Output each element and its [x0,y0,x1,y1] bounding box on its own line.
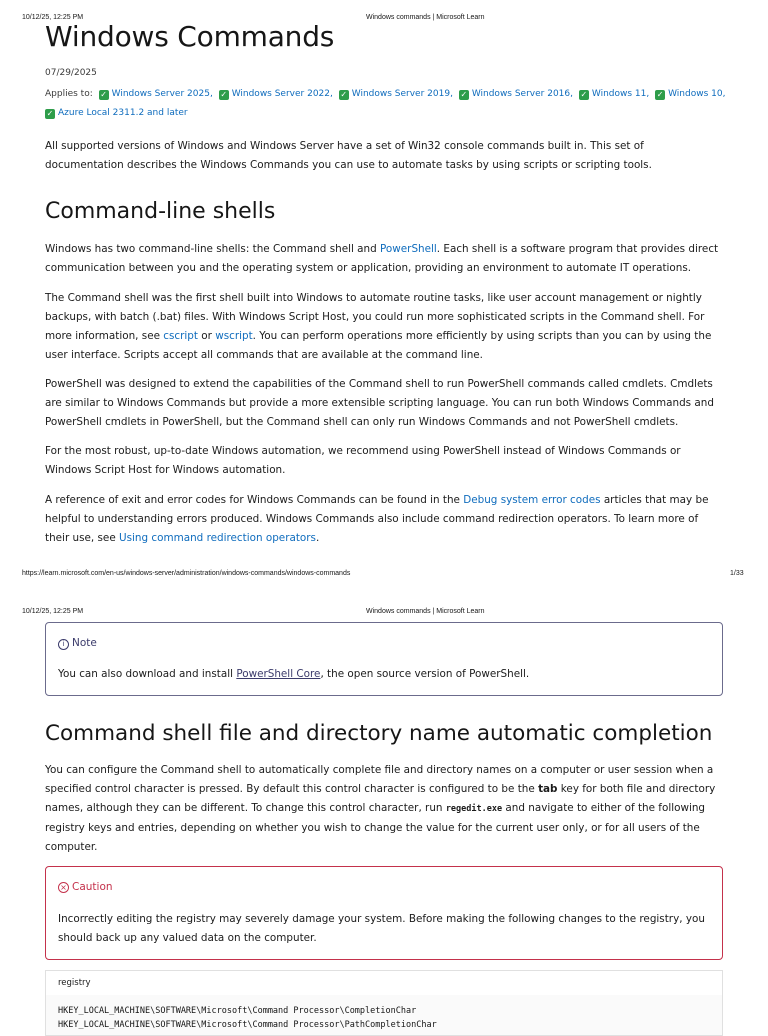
powershell-core-link[interactable]: PowerShell Core [236,668,321,680]
note-callout [45,622,723,696]
powershell-link[interactable]: PowerShell [380,243,437,255]
applies-link[interactable]: Windows Server 2022, [231,89,333,99]
applies-link[interactable]: Windows Server 2025, [111,89,213,99]
applies-link[interactable]: Azure Local 2311.2 and later [58,108,188,118]
code-line: HKEY_LOCAL_MACHINE\SOFTWARE\Microsoft\Command Processor\PathCompletionChar [58,1020,437,1030]
code-block [45,995,723,1036]
article-date: 07/29/2025 [45,68,97,78]
regedit-code: regedit.exe [445,804,503,814]
caution-text: Incorrectly editing the registry may severely damage your system. Before making the following changes to the registry, you should back up any valued data on the computer. [58,913,705,944]
check-icon: ✓ [460,90,468,99]
applies-link[interactable]: Windows Server 2016, [471,89,573,99]
section-heading-shells: Command-line shells [45,199,276,224]
check-icon: ✓ [100,90,107,99]
code-language-label: registry [58,978,91,988]
section-heading-completion: Command shell file and directory name automatic completion [45,721,713,746]
note-title-row: i Note [58,637,97,650]
check-icon: ✓ [656,90,664,99]
print-header-datetime: 10/12/25, 12:25 PM [22,14,84,21]
wscript-link[interactable]: wscript [215,330,253,342]
applies-label: Applies to: [45,89,93,99]
applies-link[interactable]: Windows Server 2019, [351,89,453,99]
print-header-title: Windows commands | Microsoft Learn [366,608,485,615]
code-block-header [45,970,723,996]
shells-paragraph-5: A reference of exit and error codes for Windows Commands can be found in the Debug system error codes articles that may be helpful to understanding errors produced. Windows Commands also include command redirection operators. To learn more of their use, see Using command redirection operators. [45,494,709,544]
code-line: HKEY_LOCAL_MACHINE\SOFTWARE\Microsoft\Command Processor\CompletionChar [58,1006,417,1016]
print-footer-url: https://learn.microsoft.com/en-us/windows-server/administration/windows-commands/windows-commands [22,570,351,577]
check-icon: ✓ [580,90,588,99]
caution-title-row: × Caution [58,881,113,893]
caution-callout [45,866,723,960]
note-text: You can also download and install PowerShell Core, the open source version of PowerShell. [58,668,530,680]
check-icon: ✓ [46,109,54,118]
applies-to-list [45,85,735,123]
debug-error-codes-link[interactable]: Debug system error codes [463,494,601,506]
shells-paragraph-1: Windows has two command-line shells: the Command shell and PowerShell. Each shell is a software program that provides direct communication between you and the operating system or application, providing an environment to automate IT operations. [45,243,719,274]
redirection-operators-link[interactable]: Using command redirection operators [119,532,316,544]
info-circle-icon: i [58,639,69,650]
applies-link[interactable]: Windows 11, [591,89,650,99]
intro-paragraph: All supported versions of Windows and Windows Server have a set of Win32 console commands built in. This set of documentation describes the Windows Commands you can use to automate tasks by using scripts or scripting tools. [45,140,652,171]
check-icon: ✓ [340,90,348,99]
shells-paragraph-2: The Command shell was the first shell built into Windows to automate routine tasks, like user account management or nightly backups, with batch (.bat) files. With Windows Script Host, you could run more sophisticated scripts in the Command shell. For more information, see cscript or wscript. You can perform operations more efficiently by using scripts than you can by using the user interface. Scripts accept all commands that are available at the command line. [45,292,712,361]
shells-paragraph-4: For the most robust, up-to-date Windows automation, we recommend using PowerShell instead of Windows Commands or Windows Script Host for Windows automation. [45,445,681,476]
print-footer-page: 1/33 [730,570,744,577]
print-header-title: Windows commands | Microsoft Learn [366,14,485,21]
tab-key-text: tab [538,783,558,795]
print-header-datetime: 10/12/25, 12:25 PM [22,608,84,615]
applies-link[interactable]: Windows 10, [668,89,726,99]
shells-paragraph-3: PowerShell was designed to extend the capabilities of the Command shell to run PowerShell commands called cmdlets. Cmdlets are similar to Windows Commands but provide a more extensible scripting language. You can run both Windows Commands and PowerShell cmdlets in PowerShell, but the Command shell can only run Windows Commands and not PowerShell cmdlets. [45,378,714,428]
cscript-link[interactable]: cscript [163,330,198,342]
check-icon: ✓ [220,90,228,99]
page-title: Windows Commands [45,20,335,53]
completion-paragraph: You can configure the Command shell to automatically complete file and directory names on a computer or user session when a specified control character is pressed. By default this control character is configured to be the tab key for both file and directory names, although they can be different. To change this control character, run regedit.exe and navigate to either of the following registry keys and entries, depending on whether you wish to change the value for the current user only, or for all users of the computer. [45,764,716,853]
caution-circle-icon: × [58,882,69,893]
